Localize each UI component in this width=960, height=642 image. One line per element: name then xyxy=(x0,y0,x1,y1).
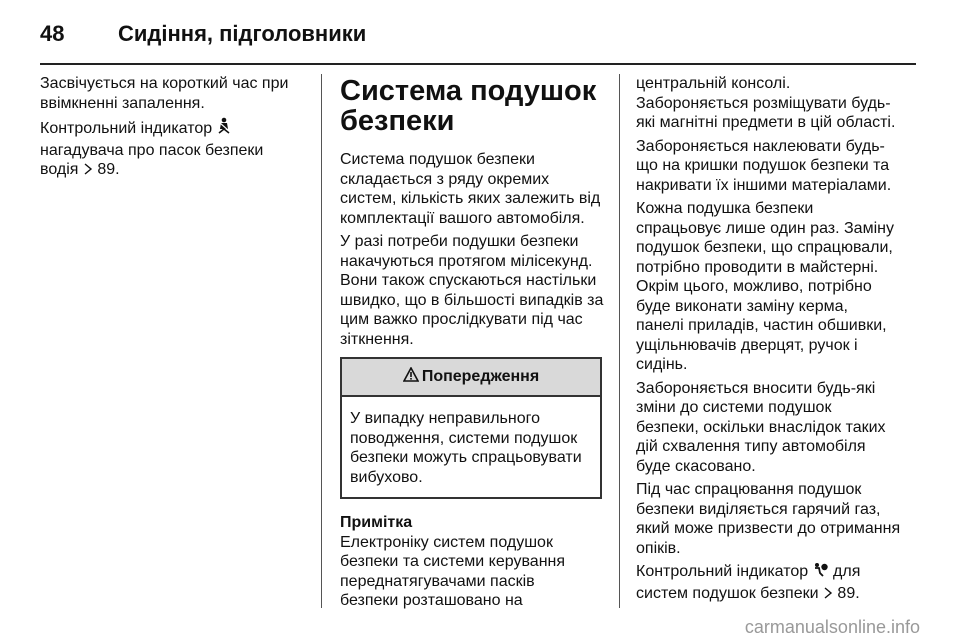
paragraph: Під час спрацювання подушок безпеки виділяється гарячий газ, який може призвести до отримання опіків. xyxy=(636,481,901,557)
page-reference-icon xyxy=(823,586,833,606)
page-reference-link[interactable]: 89. xyxy=(837,584,860,602)
warning-box xyxy=(340,357,602,499)
seatbelt-reminder-icon xyxy=(217,117,231,141)
page-header xyxy=(40,16,366,52)
paragraph: Кожна подушка безпеки спрацьовує лише один раз. Заміну подушок безпеки, що спрацювали, потрібно проводити в майстерні. Окрім цього, можливо, потрібно буде виконати заміну керма, панелі приладів, частин обшивки, ущільнювачів дверцят, ручок і сидінь. xyxy=(636,200,894,373)
text: нагадувача про пасок безпеки водія xyxy=(40,141,264,178)
section-title: Система подушок безпеки xyxy=(340,75,597,137)
column-3 xyxy=(636,74,916,609)
note-body: Електроніку систем подушок безпеки та системи керування переднатягувачами пасків безпеки розташовано на xyxy=(340,533,566,609)
text: для систем подушок безпеки xyxy=(636,563,861,602)
column-2 xyxy=(340,74,610,615)
paragraph xyxy=(40,117,310,182)
warning-header xyxy=(342,359,600,397)
page-number: 48 xyxy=(40,21,65,46)
paragraph: центральній консолі. Забороняється розміщувати будь- які магнітні предмети в цій області. xyxy=(636,75,896,131)
column-divider-2 xyxy=(619,74,620,608)
text: Контрольний індикатор xyxy=(636,563,813,580)
paragraph xyxy=(636,562,916,605)
column-divider-1 xyxy=(321,74,322,608)
warning-title: Попередження xyxy=(421,368,540,386)
warning-triangle-icon xyxy=(403,367,419,388)
paragraph: Система подушок безпеки складається з ряду окремих систем, кількість яких залежить від комплектації вашого автомобіля. xyxy=(340,151,601,227)
airbag-indicator-icon xyxy=(813,562,829,584)
page-reference-icon xyxy=(83,162,93,182)
paragraph: Забороняється вносити будь-які зміни до системи подушок безпеки, оскільки внаслідок таких дій схвалення типу автомобіля буде скасовано. xyxy=(636,379,886,475)
paragraph: У разі потреби подушки безпеки накачуються протягом мілісекунд. Вони також спускаються настільки швидко, що в більшості випадків за цим важко прослідкувати під час зіткнення. xyxy=(340,233,604,348)
paragraph: Засвічується на короткий час при ввімкненні запалення. xyxy=(40,75,289,112)
watermark: carmanualsonline.info xyxy=(744,617,920,637)
paragraph: Забороняється наклеювати будь- що на кришки подушок безпеки та накривати їх іншими матеріалами. xyxy=(636,137,892,194)
page-title: Сидіння, підголовники xyxy=(118,21,367,46)
header-rule xyxy=(40,63,916,65)
text: Контрольний індикатор xyxy=(40,120,217,137)
column-1 xyxy=(40,74,310,186)
warning-body: У випадку неправильного поводження, системи подушок безпеки можуть спрацьовувати вибухово. xyxy=(350,410,582,486)
page-reference-link[interactable]: 89. xyxy=(97,161,120,178)
note-title: Примітка xyxy=(340,514,413,531)
